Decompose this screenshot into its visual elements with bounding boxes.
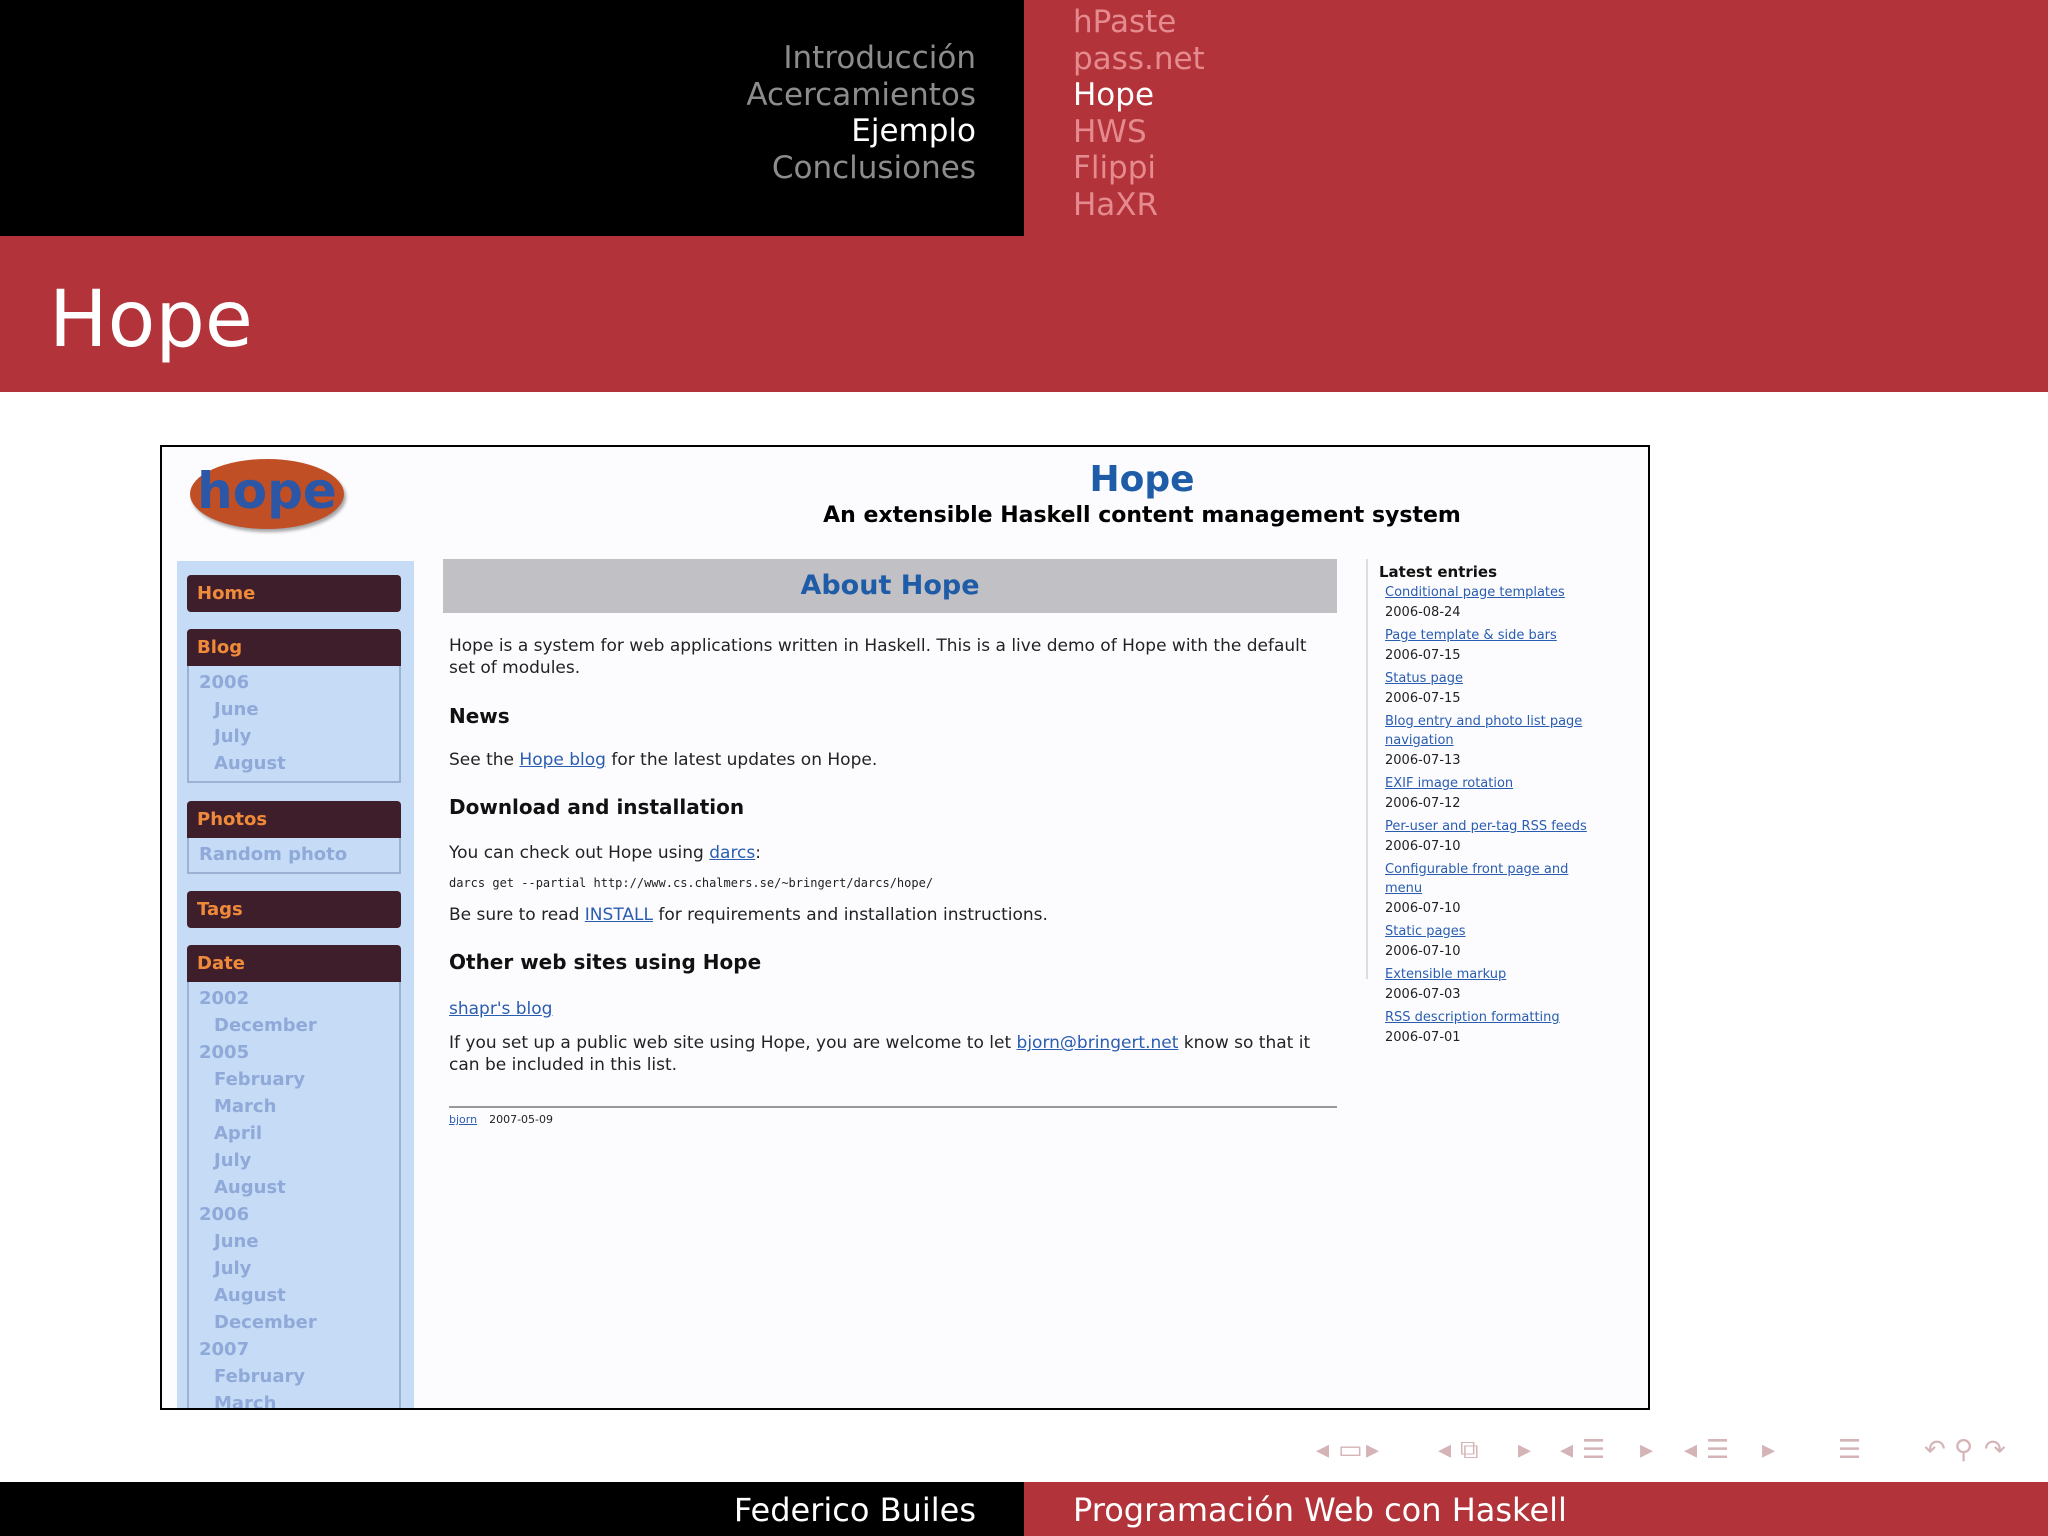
install-before: Be sure to read: [449, 905, 585, 925]
latest-entry-link[interactable]: Blog entry and photo list page navigation: [1385, 714, 1583, 748]
nav-home-link[interactable]: Home: [187, 575, 401, 612]
frame-title: Hope: [49, 275, 253, 365]
nav-item[interactable]: December: [214, 1312, 317, 1333]
nav-box-home: [187, 575, 401, 612]
nav-item[interactable]: June: [214, 1231, 259, 1252]
latest-entry-link[interactable]: Per-user and per-tag RSS feeds: [1385, 819, 1587, 834]
triangle-right-icon[interactable]: ▸: [1518, 1435, 1532, 1465]
appendix-icon[interactable]: ☰: [1706, 1435, 1730, 1465]
subsection-link[interactable]: HWS: [1073, 113, 1147, 150]
subsection-link[interactable]: HaXR: [1073, 186, 1159, 223]
nav-blog-list: [187, 666, 401, 783]
subsection-link-active[interactable]: Hope: [1073, 77, 1155, 113]
latest-entries: [1379, 561, 1589, 1051]
hope-blog-link[interactable]: Hope blog: [519, 750, 606, 770]
latest-entry-link[interactable]: EXIF image rotation: [1385, 776, 1514, 791]
footer-talk-title: Programación Web con Haskell: [1073, 1491, 1567, 1529]
frame-icon[interactable]: ▭: [1338, 1435, 1363, 1465]
latest-entry-date: 2006-07-13: [1385, 753, 1461, 768]
news-heading: News: [449, 704, 510, 728]
checkout-text: [443, 842, 1337, 864]
search-icon[interactable]: ⚲: [1954, 1435, 1974, 1465]
latest-entry-link[interactable]: Conditional page templates: [1385, 585, 1565, 600]
nav-item[interactable]: February: [214, 1366, 306, 1387]
article-date: 2007-05-09: [489, 1113, 554, 1126]
latest-entry-date: 2006-07-15: [1385, 648, 1461, 663]
article-footer: [443, 1113, 1337, 1126]
nav-item[interactable]: 2006: [199, 1204, 250, 1225]
latest-entry: [1379, 922, 1589, 963]
latest-entry: [1379, 860, 1589, 920]
email-link[interactable]: bjorn@bringert.net: [1016, 1033, 1179, 1053]
public-after: know so that it can be included in this list.: [449, 1033, 1311, 1075]
darcs-command: darcs get --partial http://www.cs.chalmers.se/~bringert/darcs/hope/: [449, 876, 934, 890]
nav-blog-link[interactable]: Blog: [187, 629, 401, 666]
latest-entry-date: 2006-07-03: [1385, 987, 1461, 1002]
beamer-navigation-symbols: [1310, 1430, 2030, 1470]
shapr-blog-link[interactable]: shapr's blog: [449, 999, 553, 1019]
nav-item[interactable]: 2007: [199, 1339, 250, 1360]
public-site-text: [443, 1032, 1337, 1076]
nav-item[interactable]: 2005: [199, 1042, 250, 1063]
section-link-active[interactable]: Ejemplo: [851, 113, 976, 149]
undo-icon[interactable]: ↶: [1924, 1435, 1946, 1465]
other-sites-heading: Other web sites using Hope: [449, 950, 762, 974]
section-nav-panel: [0, 0, 1024, 236]
about-title: About Hope: [800, 570, 980, 601]
latest-entry-link[interactable]: Extensible markup: [1385, 967, 1507, 982]
redo-icon[interactable]: ↷: [1984, 1435, 2006, 1465]
latest-entry-link[interactable]: Static pages: [1385, 924, 1466, 939]
nav-photos-list: [187, 838, 401, 874]
download-heading: Download and installation: [449, 795, 745, 819]
footer-author: Federico Builes: [733, 1491, 976, 1529]
nav-item[interactable]: 2006: [199, 672, 250, 693]
intro-text: Hope is a system for web applications written in Haskell. This is a live demo of Hope with the default set of modules.: [449, 636, 1307, 678]
nav-photos-link[interactable]: Photos: [187, 801, 401, 838]
triangle-left-icon[interactable]: ◂: [1560, 1435, 1574, 1465]
nav-item[interactable]: August: [214, 1285, 286, 1306]
document-icon[interactable]: ☰: [1838, 1435, 1862, 1465]
install-link[interactable]: INSTALL: [584, 905, 653, 925]
nav-item[interactable]: July: [214, 726, 252, 747]
install-text: [443, 904, 1337, 926]
nav-item[interactable]: August: [214, 753, 286, 774]
subsection-link[interactable]: Flippi: [1073, 150, 1157, 186]
column-divider: [1366, 559, 1368, 979]
latest-entry: [1379, 626, 1589, 667]
footer-author-panel: [0, 1482, 1024, 1536]
latest-entry: [1379, 774, 1589, 815]
latest-entry-date: 2006-07-10: [1385, 901, 1461, 916]
author-link[interactable]: bjorn: [449, 1113, 478, 1126]
shapr-line: [443, 998, 1337, 1020]
latest-entry-date: 2006-07-10: [1385, 944, 1461, 959]
section-icon[interactable]: ☰: [1582, 1435, 1606, 1465]
nav-item[interactable]: August: [214, 1177, 286, 1198]
section-list: [746, 40, 976, 186]
latest-entry: [1379, 1008, 1589, 1049]
darcs-link[interactable]: darcs: [709, 843, 756, 863]
footer-title-panel: [1024, 1482, 2048, 1536]
public-before: If you set up a public web site using Hope, you are welcome to let: [449, 1033, 1017, 1053]
subsection-nav-panel: [1024, 0, 2048, 236]
nav-item[interactable]: February: [214, 1069, 306, 1090]
latest-heading: Latest entries: [1379, 563, 1498, 581]
nav-item[interactable]: 2002: [199, 988, 250, 1009]
news-text: [443, 749, 1337, 771]
section-link[interactable]: Conclusiones: [771, 149, 976, 186]
latest-entry-date: 2006-07-01: [1385, 1030, 1461, 1045]
news-text-before: See the: [449, 750, 520, 770]
nav-item[interactable]: July: [214, 1150, 252, 1171]
section-link[interactable]: Introducción: [783, 40, 976, 76]
latest-entry-date: 2006-07-12: [1385, 796, 1461, 811]
latest-entry-link[interactable]: Status page: [1385, 671, 1464, 686]
news-text-after: for the latest updates on Hope.: [605, 750, 878, 770]
latest-entry: [1379, 712, 1589, 772]
nav-box-blog: [187, 629, 401, 783]
nav-item[interactable]: March: [214, 1096, 277, 1117]
latest-entry: [1379, 669, 1589, 710]
subsection-link[interactable]: pass.net: [1073, 40, 1205, 77]
site-title: Hope: [1089, 459, 1195, 500]
nav-item[interactable]: July: [214, 1258, 252, 1279]
about-heading-bar: [443, 559, 1337, 613]
subsection-link[interactable]: hPaste: [1073, 4, 1177, 40]
latest-entry-date: 2006-07-10: [1385, 839, 1461, 854]
latest-entry: [1379, 583, 1589, 624]
section-link[interactable]: Acercamientos: [746, 76, 976, 113]
nav-item[interactable]: April: [214, 1123, 263, 1144]
frame-title-band: [0, 236, 2048, 392]
triangle-right-icon[interactable]: ▸: [1640, 1435, 1654, 1465]
checkout-after: :: [755, 843, 761, 863]
hope-site-screenshot: [160, 445, 1650, 1410]
triangle-left-icon[interactable]: ◂: [1684, 1435, 1698, 1465]
latest-entry: [1379, 965, 1589, 1006]
triangle-left-icon[interactable]: ◂: [1438, 1435, 1452, 1465]
footer-divider: [449, 1106, 1337, 1108]
nav-item[interactable]: December: [214, 1015, 317, 1036]
subsection-list: [1073, 4, 1205, 223]
nav-item[interactable]: June: [214, 699, 259, 720]
nav-tags-link[interactable]: Tags: [187, 891, 401, 928]
latest-entry: [1379, 817, 1589, 858]
latest-entry-link[interactable]: Configurable front page and menu: [1385, 862, 1569, 896]
install-after: for requirements and installation instructions.: [652, 905, 1048, 925]
nav-box-date: [187, 945, 401, 1410]
nav-box-photos: [187, 801, 401, 874]
nav-item-random-photo[interactable]: Random photo: [199, 844, 348, 865]
checkout-before: You can check out Hope using: [449, 843, 710, 863]
nav-date-list: [187, 982, 401, 1410]
nav-date-link[interactable]: Date: [187, 945, 401, 982]
subsection-icon[interactable]: ⧉: [1460, 1435, 1479, 1465]
site-subtitle: An extensible Haskell content management system: [823, 503, 1461, 528]
latest-entry-link[interactable]: RSS description formatting: [1385, 1010, 1560, 1025]
triangle-left-icon[interactable]: ◂: [1316, 1435, 1330, 1465]
triangle-right-icon[interactable]: ▸: [1366, 1435, 1380, 1465]
triangle-right-icon[interactable]: ▸: [1762, 1435, 1776, 1465]
latest-entry-date: 2006-07-15: [1385, 691, 1461, 706]
main-article: [443, 559, 1337, 1126]
logo-text: hope: [197, 462, 337, 520]
hope-logo[interactable]: [190, 459, 344, 529]
latest-entry-date: 2006-08-24: [1385, 605, 1461, 620]
latest-entry-link[interactable]: Page template & side bars: [1385, 628, 1557, 643]
site-header: [762, 459, 1522, 531]
nav-box-tags: [187, 891, 401, 928]
nav-item[interactable]: March: [214, 1393, 277, 1410]
site-sidebar: [177, 561, 414, 1410]
